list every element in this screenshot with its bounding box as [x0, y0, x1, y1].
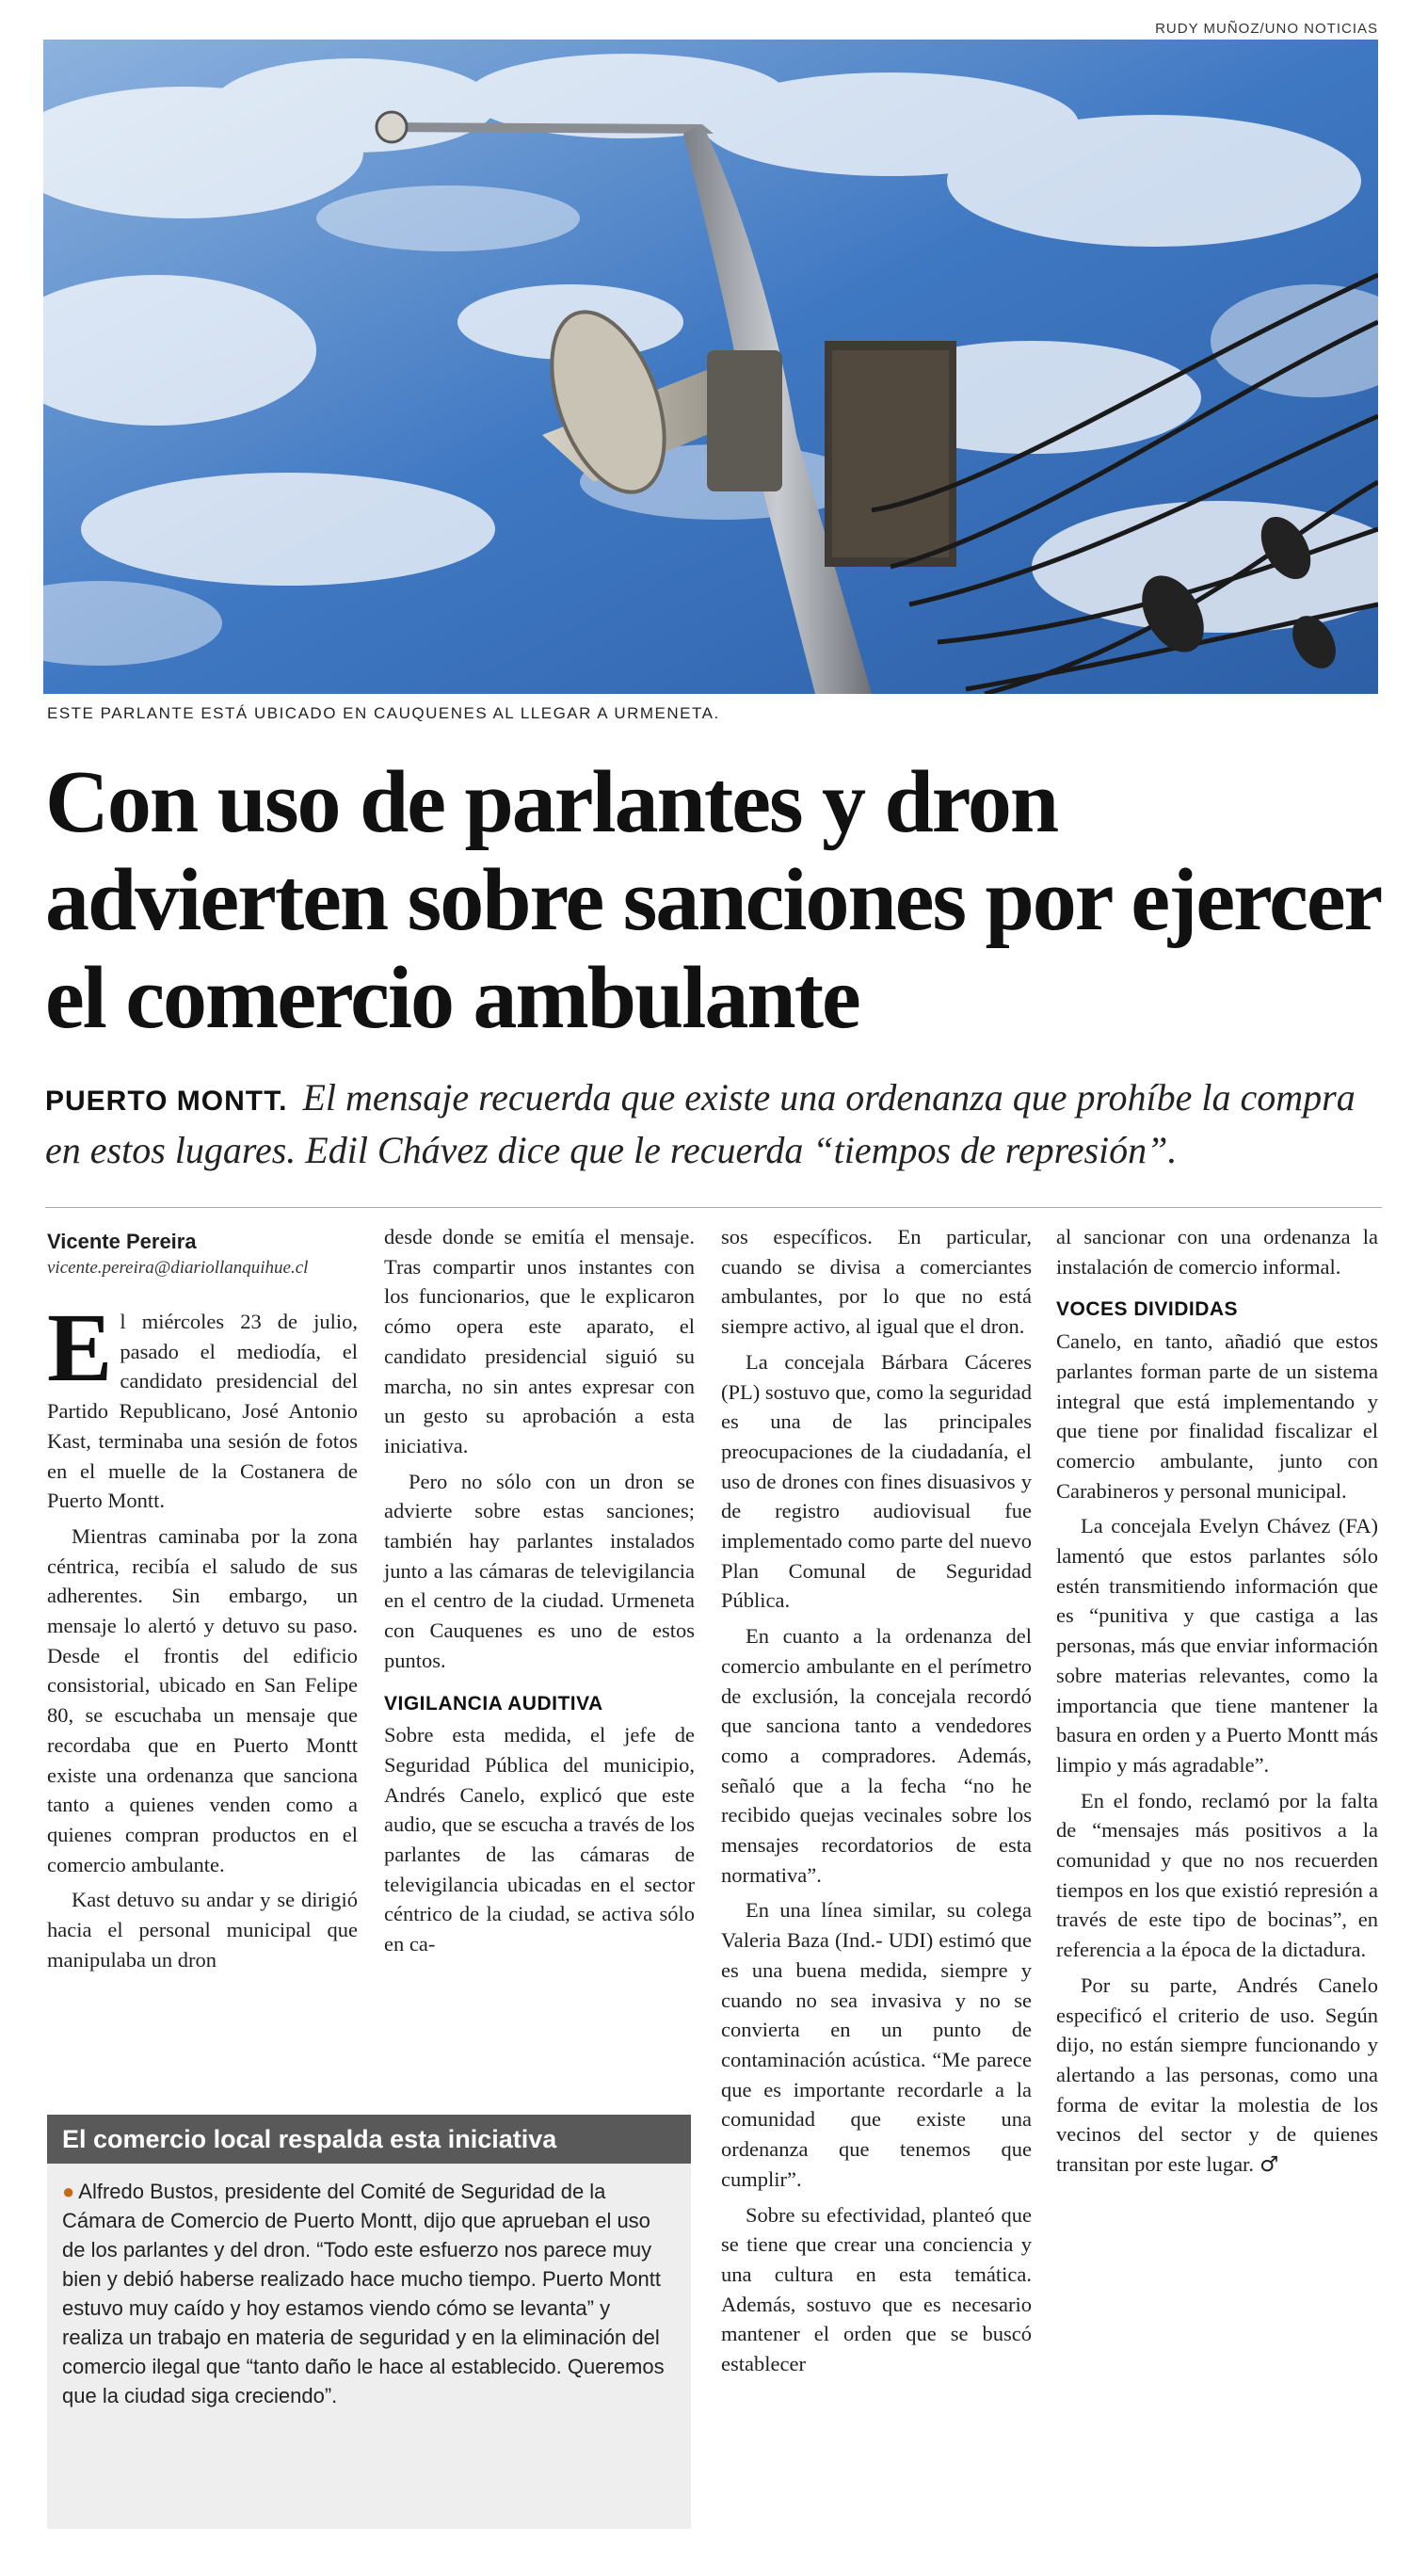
author-email[interactable]: vicente.pereira@diariollanquihue.cl — [47, 1258, 309, 1278]
paragraph-16-text: Por su parte, Andrés Canelo especificó el criterio de uso. Según dijo, no están siempre funcionando y alertando a las personas, como una forma de evitar la molestia de los vecinos del sector y de quienes transitan por este lugar. — [1056, 1972, 1378, 2177]
paragraph-15: En el fondo, reclamó por la falta de “mensajes más positivos a la comunidad y que no nos recuerden tiempos en los que existió represión a través de este tipo de bocinas”, en referencia a la época de la dictadura. — [1056, 1788, 1378, 1962]
body-column-4 — [1056, 1222, 1378, 2181]
sidebar-box — [47, 2115, 691, 2529]
article-deck — [45, 1073, 1382, 1175]
sidebar-title: El comercio local respalda esta iniciativa — [47, 2115, 691, 2164]
author-name: Vicente Pereira — [47, 1230, 197, 1253]
paragraph-lead — [47, 1294, 358, 1516]
photo-caption: ESTE PARLANTE ESTÁ UBICADO EN CAUQUENES AL LLEGAR A URMENETA. — [47, 704, 720, 722]
paragraph-9: En cuanto a la ordenanza del comercio ambulante en el perímetro de exclusión, la concejala recordó que sanciona tanto a vendedores como a compradores. Además, señaló que a la fecha “no he recibido quejas vecinales sobre los mensajes recordatorios de esta normativa”. — [721, 1624, 1032, 1887]
paragraph-6: Sobre esta medida, el jefe de Seguridad Pública del municipio, Andrés Canelo, explicó que este audio, que se escucha a través de los parlantes de las cámaras de televigilancia ubicadas en el sector céntrico de la ciudad, se activa sólo en ca- — [384, 1723, 695, 1956]
paragraph-11: Sobre su efectividad, planteó que se tiene que crear una conciencia y una cultura en esta temática. Además, sostuvo que es necesario mantener el orden que se buscó establecer — [721, 2202, 1032, 2376]
end-mark-icon: ♂ — [1259, 2152, 1279, 2178]
paragraph-16 — [1056, 1971, 1378, 2181]
paragraph-1: l miércoles 23 de julio, pasado el mediodía, el candidato presidencial del Partido Republicano, José Antonio Kast, terminaba una sesión de fotos en el muelle de la Costanera de Puerto Montt. — [47, 1310, 358, 1513]
sidebar-body — [47, 2164, 691, 2423]
sidebar-text: Alfredo Bustos, presidente del Comité de Seguridad de la Cámara de Comercio de Puerto Montt, dijo que aprueban el uso de los parlantes y del dron. “Todo este esfuerzo nos parece muy bien y debió haberse realizado hace mucho tiempo. Puerto Montt estuvo muy caído y hoy estamos viendo cómo se levanta” y realiza un trabajo en materia de seguridad y en la eliminación del comercio ilegal que “tanto daño le hace al establecido. Queremos que la ciudad siga creciendo”. — [62, 2180, 665, 2407]
article-headline: Con uso de parlantes y dron advierten sobre sanciones por ejercer el comercio ambulante — [45, 753, 1380, 1047]
paragraph-5: Pero no sólo con un dron se advierte sobre estas sanciones; también hay parlantes instalados junto a las cámaras de televigilancia en el centro de la ciudad. Urmeneta con Cauquenes es uno de estos puntos. — [384, 1469, 695, 1672]
byline — [47, 1230, 358, 1279]
subhead-vigilancia: VIGILANCIA AUDITIVA — [384, 1692, 603, 1715]
divider — [45, 1207, 1382, 1208]
drop-cap: E — [47, 1294, 113, 1402]
bullet-icon: ● — [62, 2180, 75, 2203]
photo-credit: RUDY MUÑOZ/UNO NOTICIAS — [1155, 21, 1378, 37]
body-column-2 — [384, 1222, 695, 1959]
paragraph-13: Canelo, en tanto, añadió que estos parlantes forman parte de un sistema integral que está implementando y que tiene por finalidad fiscalizar el comercio ambulante, junto con Carabineros y personal municipal. — [1056, 1329, 1378, 1503]
paragraph-8: La concejala Bárbara Cáceres (PL) sostuvo que, como la seguridad es una de las principales preocupaciones de la ciudadanía, el uso de drones con fines disuasivos y de registro audiovisual fue implementado como parte del nuevo Plan Comunal de Seguridad Pública. — [721, 1349, 1032, 1613]
deck-text: El mensaje recuerda que existe una ordenanza que prohíbe la compra en estos lugares. Edil Chávez dice que le recuerda “tiempos de represión”. — [45, 1076, 1356, 1171]
paragraph-14: La concejala Evelyn Chávez (FA) lamentó que estos parlantes sólo estén transmitiendo información que es “punitiva y que castiga a las personas, más que enviar información sobre materias relevantes, como la importancia que tiene mantener la basura en orden y a Puerto Montt más limpio y más agradable”. — [1056, 1514, 1378, 1777]
article-photo — [43, 40, 1378, 694]
loudspeaker-photo-image — [43, 40, 1378, 694]
paragraph-3: Kast detuvo su andar y se dirigió hacia el personal municipal que manipulaba un dron — [47, 1888, 358, 1972]
paragraph-7: sos específicos. En particular, cuando se divisa a comerciantes ambulantes, por lo que no está siempre activo, al igual que el dron. — [721, 1225, 1032, 1339]
paragraph-10: En una línea similar, su colega Valeria Baza (Ind.- UDI) estimó que es una buena medida, siempre y cuando no sea invasiva y no se convierta en un punto de contaminación acústica. “Me parece que es importante recordarle a la comunidad que existe una ordenanza que tenemos que cumplir”. — [721, 1898, 1032, 2191]
body-column-1 — [47, 1294, 358, 1974]
subhead-voces: VOCES DIVIDIDAS — [1056, 1298, 1239, 1321]
paragraph-2: Mientras caminaba por la zona céntrica, recibía el saludo de sus adherentes. Sin embargo, un mensaje lo alertó y detuvo su paso. Desde el frontis del edificio consistorial, ubicado en San Felipe 80, se escuchaba un mensaje que recordaba que en Puerto Montt existe una ordenanza que sanciona tanto a quienes venden como a quienes compran productos en el comercio ambulante. — [47, 1523, 358, 1876]
paragraph-4: desde donde se emitía el mensaje. Tras compartir unos instantes con los funcionarios, que le explicaron cómo opera este aparato, el candidato presidencial siguió su marcha, no sin antes expresar con un gesto su aprobación a esta iniciativa. — [384, 1225, 695, 1457]
body-column-3 — [721, 1222, 1032, 2379]
paragraph-12: al sancionar con una ordenanza la instalación de comercio informal. — [1056, 1225, 1378, 1279]
deck-place: PUERTO MONTT. — [45, 1086, 288, 1117]
